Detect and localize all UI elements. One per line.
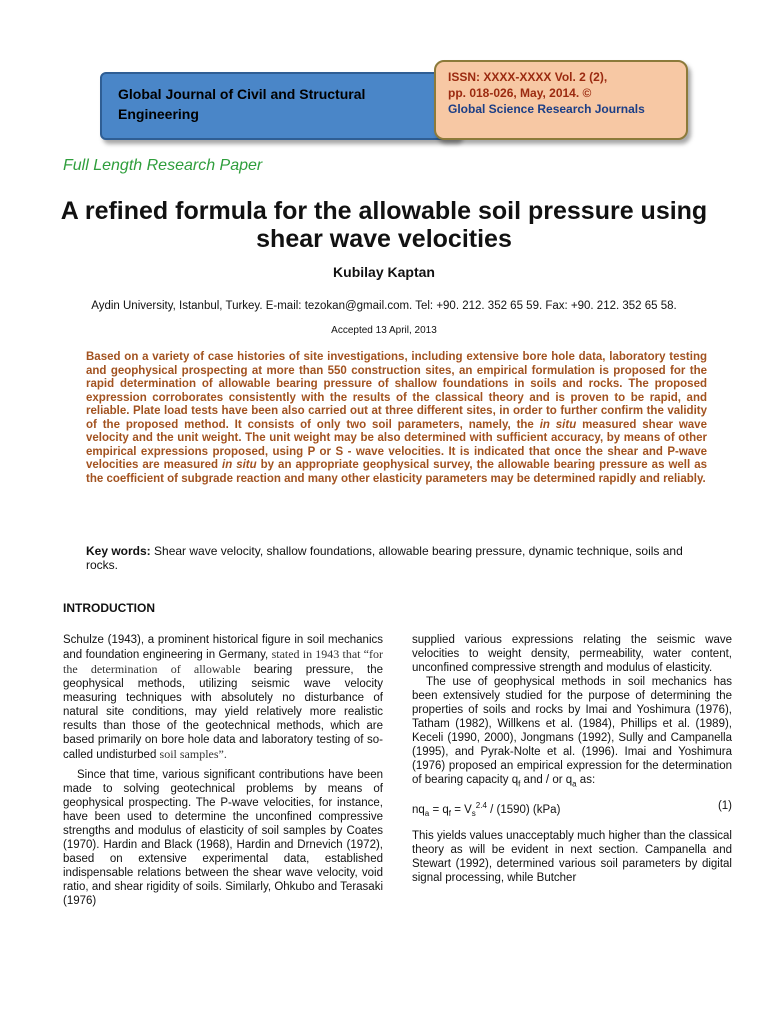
author-affiliation: Aydin University, Istanbul, Turkey. E-mail: tezokan@gmail.com. Tel: +90. 212. 352 65 59. Fax: +90. 212. 352 65 58.: [91, 300, 677, 312]
issn-pages-date: pp. 018-026, May, 2014. ©: [448, 86, 592, 100]
keywords: [86, 544, 707, 572]
author-name: Kubilay Kaptan: [333, 264, 435, 280]
intro-p1-text-b: bearing pressure, the geophysical methods, utilizing seismic wave velocity measuring techniques with absolutely no disturbance of natural site conditions, may yield relatively more realistic results than those of the geotechnical methods, which are based primarily on bore hole data and laboratory testing of so-called undisturbed: [63, 664, 384, 761]
abstract-text-1: Based on a variety of case histories of site investigations, including extensive bore hole data, laboratory testing and geophysical prospecting at more than 550 construction sites, an empirical formulation is proposed for the rapid determination of allowable bearing pressure of shallow foundations in soils and rocks. The proposed expression corroborates consistently with the results of the classical theory and is proven to be rapid, and reliable. Plate load tests have been also carried out at three different sites, in order to further confirm the validity of the proposed method. It consists of only two soil parameters, namely, the: [86, 351, 707, 431]
right-paragraph-1: supplied various expressions relating the seismic wave velocities to weight density, permeability, water content, unconfined compressive strength and modulus of elasticity.: [412, 634, 732, 674]
accepted-date: Accepted 13 April, 2013: [331, 325, 437, 336]
subscript-f: f: [518, 779, 521, 789]
abstract: [86, 351, 707, 486]
journal-title-box: [100, 72, 460, 140]
keywords-text: Shear wave velocity, shallow foundations, allowable bearing pressure, dynamic technique, soils and rocks.: [86, 544, 683, 572]
right-p2-tail: as:: [576, 774, 596, 786]
section-heading-introduction: INTRODUCTION: [63, 601, 155, 615]
equation-number: (1): [717, 800, 732, 813]
subscript-a: a: [572, 779, 577, 789]
intro-paragraph-2: Since that time, various significant contributions have been made to solving geotechnical problems by means of geophysical prospecting. The P-wave velocities, for instance, have been used to determine the unconfined compressive strengths and modulus of elasticity of soil samples by Coates (1970). Hardin and Black (1968), Hardin and Drnevich (1972), based on extensive experimental data, established indispensable relations between the shear wave velocity, void ratio, and shear rigidity of soils. Similarly, Ohkubo and Terasaki (1976): [63, 769, 383, 907]
right-p2-text: The use of geophysical methods in soil mechanics has been extensively studied for the purpose of determining the properties of soils and rocks by Imai and Yoshimura (1976), Tatham (1982), Willkens et al. (1984), Phillips et al. (1989), Keceli (1990, 2000), Jongmans (1992), Sully and Campanella (1995), and Pyrak-Nolte et al. (1996). Imai and Yoshimura (1976) proposed an empirical expression for the determination of bearing capacity q: [412, 676, 732, 786]
paper-title: A refined formula for the allowable soil pressure using shear wave velocities: [60, 197, 708, 253]
abstract-text-2: measured shear wave velocity and the unit weight. The unit weight may be also determined with sufficient accuracy, by means of other empirical expressions proposed, using P or S - wave velocities. It is indicated that once the shear and P-wave velocities are measured: [86, 418, 707, 471]
issn-box: [434, 60, 688, 140]
equation-expression: $nq_a = q_f = V_s^{2.4} / (1590)$ (kPa): [412, 801, 561, 819]
right-paragraph-3: This yields values unacceptably much higher than the classical theory as will be evident in next section. Campanella and Stewart (1992), determined various soil parameters by digital signal processing, while Butcher: [412, 830, 732, 885]
journal-name: Global Journal of Civil and Structural Engineering: [118, 86, 366, 122]
abstract-italic-1: in situ: [539, 418, 577, 431]
right-p2-end: and / or q: [520, 774, 573, 786]
intro-paragraph-1: [63, 633, 383, 762]
right-column: [412, 633, 732, 885]
publisher-name: Global Science Research Journals: [448, 102, 645, 116]
intro-p1-text: Schulze (1943), a prominent historical figure in soil mechanics and foundation engineering in Germany,: [63, 634, 383, 661]
abstract-text-3: by an appropriate geophysical survey, the allowable bearing pressure as well as the coefficient of subgrade reaction and many other elasticity parameters may be determined rapidly and reliably.: [86, 459, 707, 485]
right-paragraph-2: [412, 675, 732, 791]
keywords-label: Key words:: [86, 544, 151, 558]
intro-p1-quote-end: soil samples”.: [159, 747, 227, 761]
equation-1: [412, 791, 732, 829]
issn-volume: ISSN: XXXX-XXXX Vol. 2 (2),: [448, 70, 608, 84]
intro-p1-quote: stated in 1943 that “for the determination of allowable: [63, 647, 383, 676]
left-column: [63, 633, 383, 908]
abstract-italic-2: in situ: [222, 459, 257, 471]
paper-type: Full Length Research Paper: [63, 157, 263, 174]
